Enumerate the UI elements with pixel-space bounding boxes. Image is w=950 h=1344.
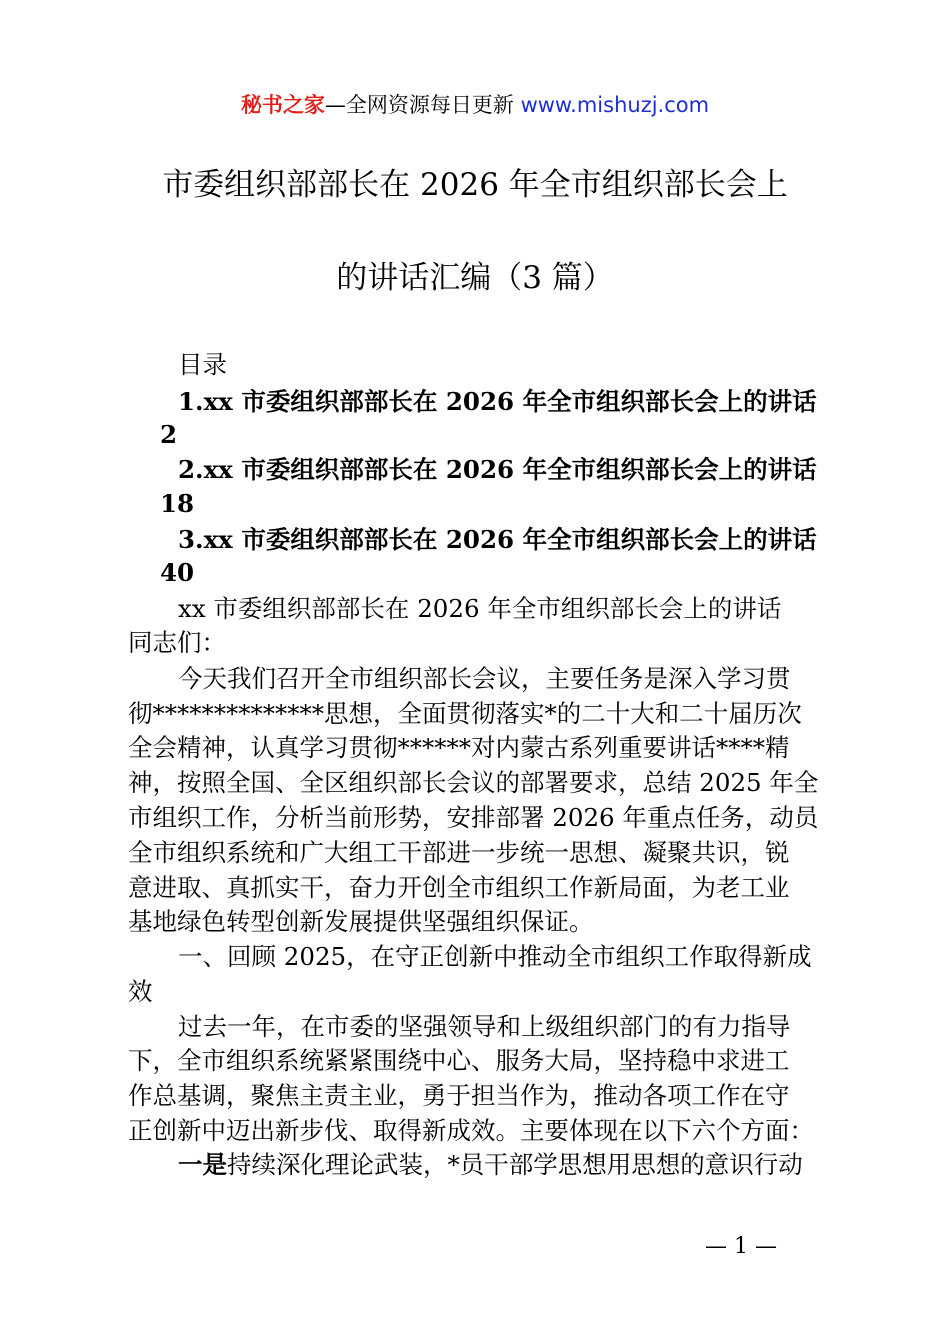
document-title-line-2: 的讲话汇编（3 篇） bbox=[336, 260, 614, 296]
emphasis-lead: 一是 bbox=[178, 1150, 227, 1179]
toc-item-3-page: 40 bbox=[160, 558, 195, 587]
paragraph-line: 彻**************思想，全面贯彻落实*的二十大和二十届历次 bbox=[128, 699, 802, 728]
speech-title: xx 市委组织部部长在 2026 年全市组织部长会上的讲话 bbox=[178, 594, 782, 623]
section-heading-1: 一、回顾 2025，在守正创新中推动全市组织工作取得新成 bbox=[178, 942, 812, 971]
paragraph-line: 神，按照全国、全区组织部长会议的部署要求，总结 2025 年全 bbox=[128, 768, 819, 797]
page-number: — 1 — bbox=[705, 1234, 777, 1259]
paragraph-line: 下，全市组织系统紧紧围绕中心、服务大局，坚持稳中求进工 bbox=[128, 1046, 790, 1075]
paragraph-line: 意进取、真抓实干，奋力开创全市组织工作新局面，为老工业 bbox=[128, 873, 790, 902]
document-title-line-1: 市委组织部部长在 2026 年全市组织部长会上 bbox=[162, 167, 788, 203]
toc-item-2[interactable]: 2.xx 市委组织部部长在 2026 年全市组织部长会上的讲话 bbox=[178, 455, 817, 484]
paragraph-line: 正创新中迈出新步伐、取得新成效。主要体现在以下六个方面： bbox=[128, 1116, 814, 1145]
paragraph-line: 全会精神，认真学习贯彻******对内蒙古系列重要讲话****精 bbox=[128, 733, 790, 762]
site-tagline: —全网资源每日更新 bbox=[324, 93, 521, 117]
paragraph-text: 持续深化理论武装，*员干部学思想用思想的意识行动 bbox=[227, 1150, 803, 1179]
paragraph-line bbox=[178, 1148, 803, 1182]
paragraph-line: 作总基调，聚焦主责主业，勇于担当作为，推动各项工作在守 bbox=[128, 1081, 790, 1110]
paragraph-line: 今天我们召开全市组织部长会议，主要任务是深入学习贯 bbox=[178, 664, 791, 693]
paragraph-line: 全市组织系统和广大组工干部进一步统一思想、凝聚共识，锐 bbox=[128, 838, 790, 867]
toc-item-1-page: 2 bbox=[160, 420, 178, 449]
toc-item-3[interactable]: 3.xx 市委组织部部长在 2026 年全市组织部长会上的讲话 bbox=[178, 525, 817, 554]
toc-item-2-page: 18 bbox=[160, 489, 195, 518]
site-brand: 秘书之家 bbox=[240, 93, 325, 117]
toc-item-1[interactable]: 1.xx 市委组织部部长在 2026 年全市组织部长会上的讲话 bbox=[178, 387, 817, 416]
toc-heading: 目录 bbox=[178, 350, 227, 379]
speech-greeting: 同志们： bbox=[128, 628, 226, 657]
site-header bbox=[0, 88, 950, 122]
paragraph-line: 市组织工作，分析当前形势，安排部署 2026 年重点任务，动员 bbox=[128, 803, 819, 832]
site-url-link[interactable]: www.mishuzj.com bbox=[520, 93, 710, 117]
paragraph-line: 过去一年，在市委的坚强领导和上级组织部门的有力指导 bbox=[178, 1012, 791, 1041]
paragraph-line: 基地绿色转型创新发展提供坚强组织保证。 bbox=[128, 907, 594, 936]
section-heading-1-cont: 效 bbox=[128, 977, 153, 1006]
